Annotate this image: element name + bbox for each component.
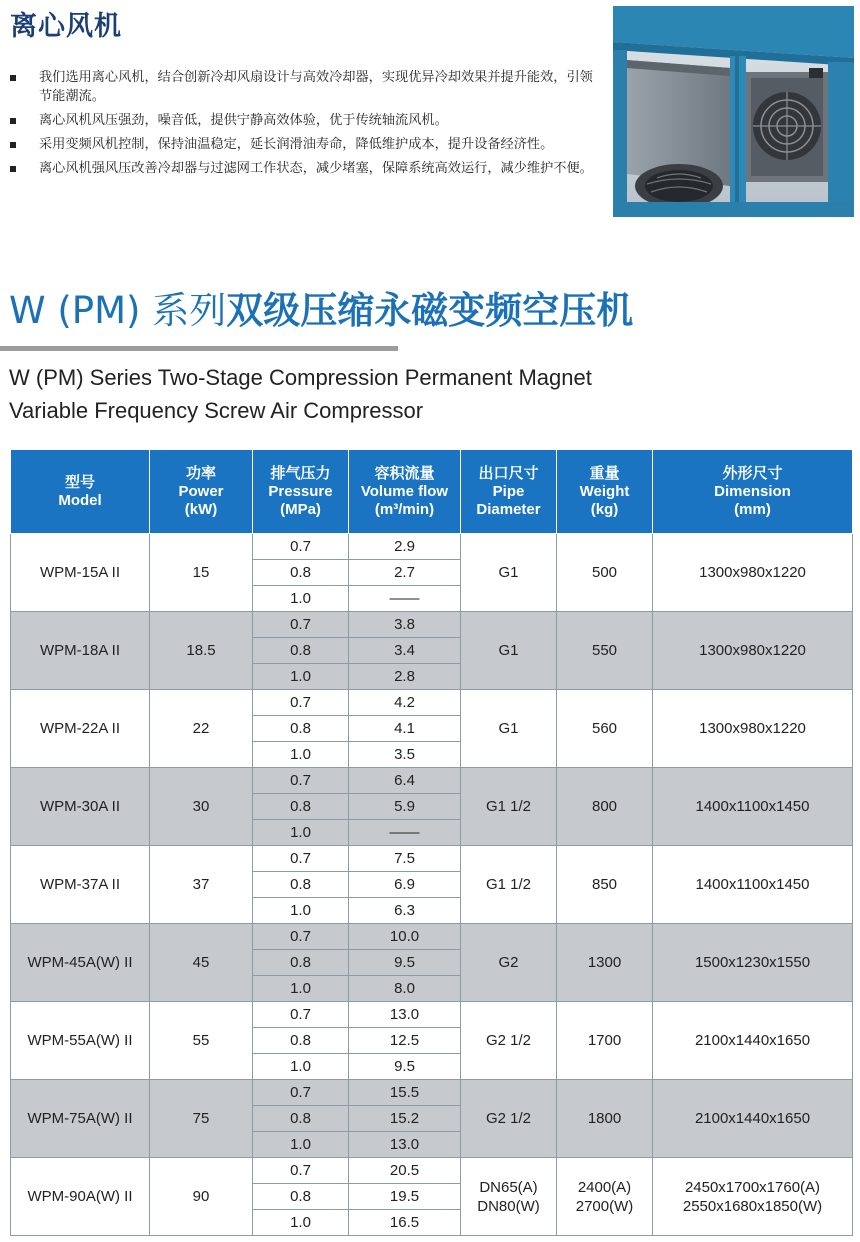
- cell-pipe-diameter: [461, 612, 557, 690]
- title-underline: [0, 346, 398, 351]
- cell-pipe-diameter: [461, 1080, 557, 1158]
- product-title: [9, 280, 633, 334]
- cell-pipe-diameter: [461, 1002, 557, 1080]
- cell-pressure: 0.7: [253, 768, 349, 794]
- cell-volume-flow: 2.8: [349, 664, 461, 690]
- cell-volume-flow: 2.7: [349, 560, 461, 586]
- cell-pipe-diameter: [461, 1158, 557, 1236]
- cell-pressure: 0.8: [253, 638, 349, 664]
- cell-model: WPM-75A(W) II: [11, 1080, 150, 1158]
- table-row: [11, 924, 853, 950]
- table-row: [11, 690, 853, 716]
- subtitle-line: Variable Frequency Screw Air Compressor: [9, 398, 424, 423]
- cell-pressure: 0.7: [253, 1080, 349, 1106]
- cell-power: 90: [150, 1158, 253, 1236]
- table-row: [11, 846, 853, 872]
- cell-model: WPM-45A(W) II: [11, 924, 150, 1002]
- cell-pressure: 0.7: [253, 846, 349, 872]
- cell-pipe-diameter-line: DN80(W): [477, 1197, 540, 1215]
- cell-weight: [557, 1080, 653, 1158]
- cell-power: 22: [150, 690, 253, 768]
- header-power: 功率 Power (kW): [150, 450, 253, 534]
- cell-pipe-diameter-line: G1: [498, 642, 519, 659]
- cell-pipe-diameter-line: G1 1/2: [485, 798, 532, 815]
- cell-volume-flow: 13.0: [349, 1132, 461, 1158]
- cell-volume-flow: 16.5: [349, 1210, 461, 1236]
- cell-weight-line: 1300: [587, 954, 622, 971]
- cell-dimension-line: 1300x980x1220: [699, 720, 806, 737]
- cell-dimension-line: 2550x1680x1850(W): [682, 1197, 823, 1215]
- cell-dimension-line: 1400x1100x1450: [695, 876, 810, 893]
- cell-pipe-diameter: [461, 534, 557, 612]
- feature-item: 离心风机强风压改善冷却器与过滤网工作状态，减少堵塞，保障系统高效运行，减少维护不便。: [10, 159, 600, 178]
- cell-model: WPM-30A II: [11, 768, 150, 846]
- cell-power: 37: [150, 846, 253, 924]
- cell-pressure: 1.0: [253, 976, 349, 1002]
- cell-pipe-diameter-line: G1: [498, 720, 519, 737]
- cell-weight: [557, 1158, 653, 1236]
- cell-model: WPM-22A II: [11, 690, 150, 768]
- cell-dimension: [653, 612, 853, 690]
- product-subtitle: [9, 361, 592, 427]
- cell-volume-flow: 6.9: [349, 872, 461, 898]
- cell-model: WPM-37A II: [11, 846, 150, 924]
- cell-pressure: 0.7: [253, 1158, 349, 1184]
- cell-power: 55: [150, 1002, 253, 1080]
- cell-pressure: 0.8: [253, 1184, 349, 1210]
- feature-item: 离心风机风压强劲，噪音低，提供宁静高效体验，优于传统轴流风机。: [10, 111, 600, 130]
- cell-volume-flow: 20.5: [349, 1158, 461, 1184]
- cell-weight: [557, 846, 653, 924]
- cell-weight-line: 2700(W): [575, 1197, 634, 1215]
- cell-volume-flow: 4.2: [349, 690, 461, 716]
- cell-pipe-diameter-line: G2 1/2: [485, 1110, 532, 1127]
- cell-pressure: 0.7: [253, 690, 349, 716]
- cell-volume-flow: 7.5: [349, 846, 461, 872]
- cell-volume-flow: 9.5: [349, 950, 461, 976]
- cell-power: 18.5: [150, 612, 253, 690]
- cell-volume-flow: 15.5: [349, 1080, 461, 1106]
- cell-pressure: 0.8: [253, 1106, 349, 1132]
- product-title-name: 双级压缩永磁变频空压机: [226, 289, 634, 332]
- subtitle-line: W (PM) Series Two-Stage Compression Permanent Magnet: [9, 365, 592, 390]
- table-header-row: [11, 450, 853, 534]
- cell-model: WPM-90A(W) II: [11, 1158, 150, 1236]
- cell-pipe-diameter-line: G2: [498, 954, 519, 971]
- cell-weight-line: 850: [591, 876, 618, 893]
- cell-pressure: 0.8: [253, 872, 349, 898]
- cell-dimension-line: 2100x1440x1650: [694, 1110, 811, 1127]
- cell-pressure: 1.0: [253, 898, 349, 924]
- cell-weight: [557, 768, 653, 846]
- header-weight: 重量 Weight (kg): [557, 450, 653, 534]
- cell-pressure: 1.0: [253, 1132, 349, 1158]
- cell-volume-flow: 3.4: [349, 638, 461, 664]
- cell-pressure: 0.7: [253, 534, 349, 560]
- cell-power: 45: [150, 924, 253, 1002]
- cell-weight: [557, 534, 653, 612]
- cell-volume-flow: 12.5: [349, 1028, 461, 1054]
- cell-volume-flow: 10.0: [349, 924, 461, 950]
- cell-pressure: 0.7: [253, 612, 349, 638]
- cell-model: WPM-18A II: [11, 612, 150, 690]
- cell-volume-flow: 2.9: [349, 534, 461, 560]
- cell-dimension: [653, 924, 853, 1002]
- cell-model: WPM-55A(W) II: [11, 1002, 150, 1080]
- cell-pressure: 0.8: [253, 950, 349, 976]
- cell-weight-line: 2400(A): [577, 1178, 632, 1196]
- cell-volume-flow: 3.8: [349, 612, 461, 638]
- cell-pressure: 1.0: [253, 586, 349, 612]
- cell-pressure: 1.0: [253, 742, 349, 768]
- cell-dimension: [653, 1002, 853, 1080]
- header-model: 型号 Model: [11, 450, 150, 534]
- cell-pressure: 0.8: [253, 560, 349, 586]
- cell-pressure: 0.7: [253, 924, 349, 950]
- cell-weight-line: 1700: [587, 1032, 622, 1049]
- header-pressure: 排气压力 Pressure (MPa): [253, 450, 349, 534]
- cell-pipe-diameter-line: DN65(A): [479, 1178, 538, 1196]
- cell-pipe-diameter-line: G1: [498, 564, 519, 581]
- cell-volume-flow: 19.5: [349, 1184, 461, 1210]
- spec-table-body: [11, 534, 853, 1236]
- cell-weight: [557, 1002, 653, 1080]
- cell-dimension: [653, 846, 853, 924]
- cell-pressure: 0.8: [253, 794, 349, 820]
- cell-weight: [557, 690, 653, 768]
- cell-volume-flow: 8.0: [349, 976, 461, 1002]
- cell-dimension-line: 2100x1440x1650: [694, 1032, 811, 1049]
- cell-dimension: [653, 1158, 853, 1236]
- cell-pressure: 1.0: [253, 1054, 349, 1080]
- cell-pipe-diameter: [461, 846, 557, 924]
- table-row: [11, 1002, 853, 1028]
- cell-volume-flow: ——: [349, 820, 461, 846]
- cell-volume-flow: 6.3: [349, 898, 461, 924]
- cell-volume-flow: 3.5: [349, 742, 461, 768]
- table-row: [11, 1080, 853, 1106]
- table-row: [11, 1158, 853, 1184]
- cell-dimension-line: 1300x980x1220: [699, 564, 806, 581]
- cell-pressure: 1.0: [253, 820, 349, 846]
- cell-weight: [557, 612, 653, 690]
- cell-volume-flow: 13.0: [349, 1002, 461, 1028]
- cell-dimension: [653, 534, 853, 612]
- cell-pressure: 1.0: [253, 664, 349, 690]
- cell-volume-flow: 6.4: [349, 768, 461, 794]
- cell-dimension-line: 2450x1700x1760(A): [684, 1178, 821, 1196]
- cell-pressure: 0.8: [253, 716, 349, 742]
- cell-power: 75: [150, 1080, 253, 1158]
- section-title: 离心风机: [10, 11, 122, 42]
- cell-weight-line: 800: [591, 798, 618, 815]
- table-row: [11, 534, 853, 560]
- cell-weight-line: 550: [591, 642, 618, 659]
- cell-pipe-diameter-line: G1 1/2: [485, 876, 532, 893]
- spec-table: [10, 449, 853, 1236]
- product-title-series: W (PM) 系列: [9, 289, 227, 332]
- feature-item: 我们选用离心风机，结合创新冷却风扇设计与高效冷却器，实现优异冷却效果并提升能效，引领节能潮流。: [10, 68, 600, 106]
- cell-pipe-diameter: [461, 768, 557, 846]
- cell-model: WPM-15A II: [11, 534, 150, 612]
- header-pipe-diameter: 出口尺寸 Pipe Diameter: [461, 450, 557, 534]
- cell-weight-line: 500: [591, 564, 618, 581]
- cell-pressure: 0.8: [253, 1028, 349, 1054]
- cell-volume-flow: 4.1: [349, 716, 461, 742]
- cell-dimension-line: 1400x1100x1450: [695, 798, 810, 815]
- cell-weight-line: 1800: [587, 1110, 622, 1127]
- cell-pipe-diameter: [461, 690, 557, 768]
- cell-pressure: 1.0: [253, 1210, 349, 1236]
- table-row: [11, 612, 853, 638]
- header-dimension: 外形尺寸 Dimension (mm): [653, 450, 853, 534]
- cell-weight-line: 560: [591, 720, 618, 737]
- header-volume-flow: 容积流量 Volume flow (m³/min): [349, 450, 461, 534]
- cell-dimension-line: 1500x1230x1550: [694, 954, 811, 971]
- cell-dimension: [653, 768, 853, 846]
- cell-pipe-diameter-line: G2 1/2: [485, 1032, 532, 1049]
- cell-dimension: [653, 690, 853, 768]
- feature-item: 采用变频风机控制，保持油温稳定，延长润滑油寿命，降低维护成本，提升设备经济性。: [10, 135, 600, 154]
- cell-dimension-line: 1300x980x1220: [699, 642, 806, 659]
- feature-list: [10, 68, 600, 183]
- cell-volume-flow: 5.9: [349, 794, 461, 820]
- centrifugal-fan-photo: [613, 6, 854, 217]
- cell-volume-flow: ——: [349, 586, 461, 612]
- cell-power: 30: [150, 768, 253, 846]
- cell-pipe-diameter: [461, 924, 557, 1002]
- cell-power: 15: [150, 534, 253, 612]
- cell-weight: [557, 924, 653, 1002]
- cell-volume-flow: 9.5: [349, 1054, 461, 1080]
- cell-pressure: 0.7: [253, 1002, 349, 1028]
- table-row: [11, 768, 853, 794]
- cell-dimension: [653, 1080, 853, 1158]
- cell-volume-flow: 15.2: [349, 1106, 461, 1132]
